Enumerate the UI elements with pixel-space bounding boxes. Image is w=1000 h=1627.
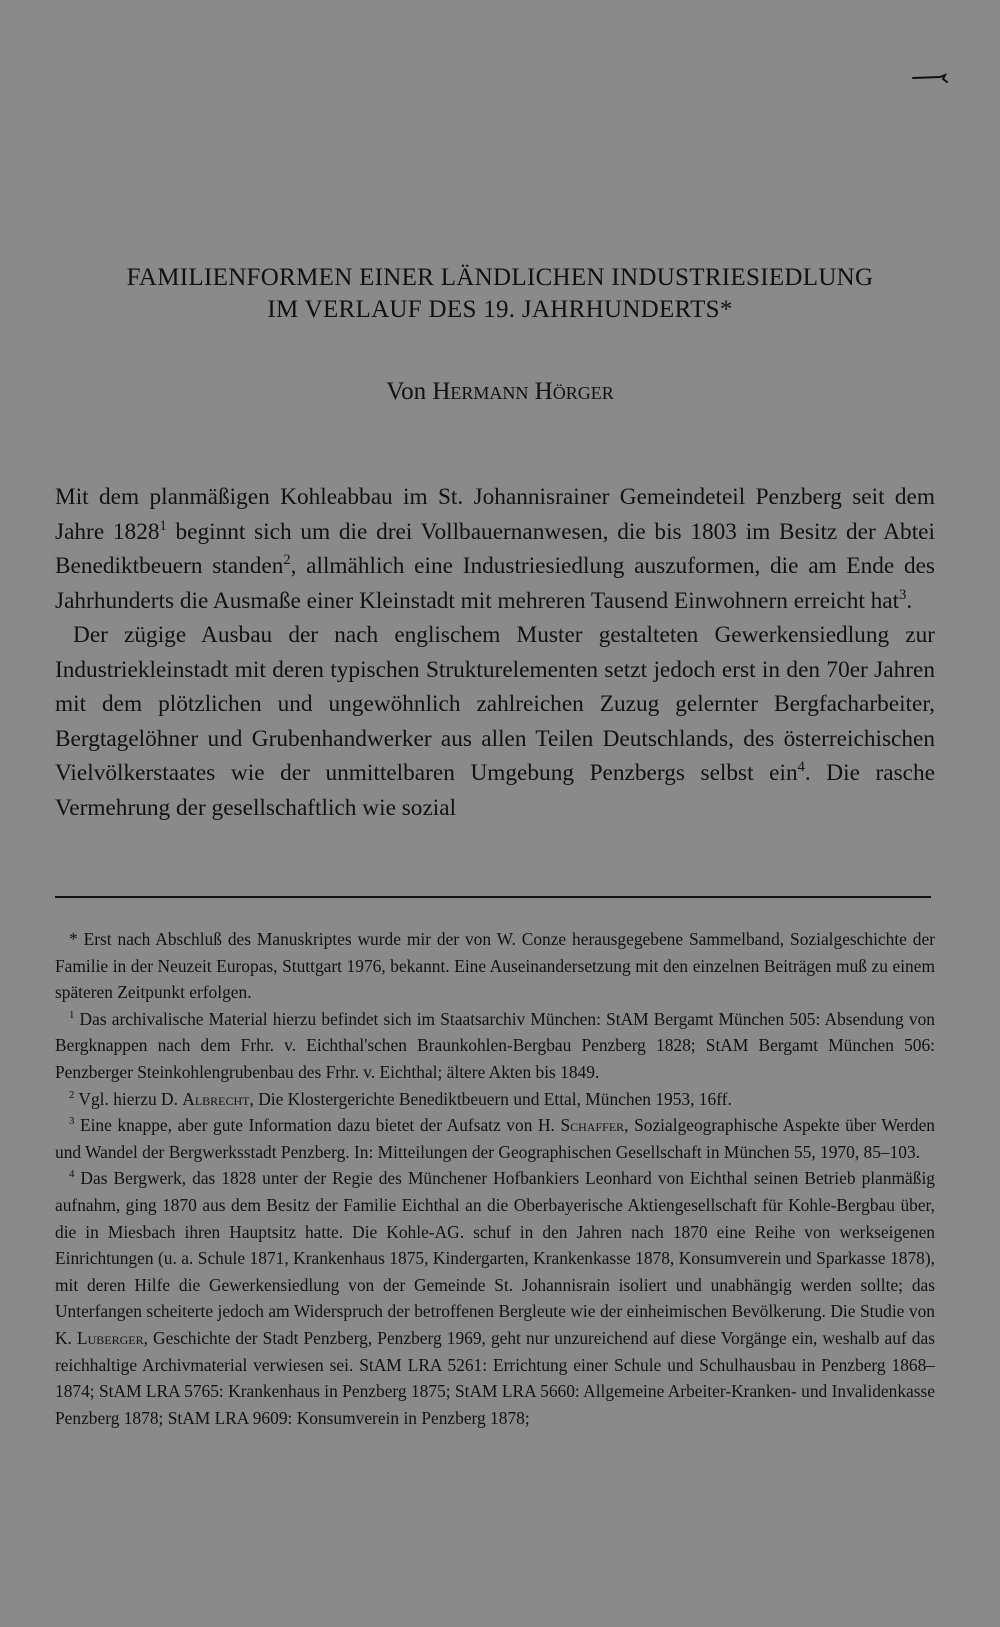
title-line-1: FAMILIENFORMEN EINER LÄNDLICHEN INDUSTRIESIEDLUNG xyxy=(126,264,874,291)
paragraph-2-text-a: Der zügige Ausbau der nach englischem Muster gestalteten Gewerkensiedlung zur Industriekleinstadt mit deren typischen Strukturelementen setzt jedoch erst in den 70er Jahren mit dem plötzlichen und ungewöhnlich zahlreichen Zuzug gelernter Bergfacharbeiter, Bergtagelöhner und Grubenhandwerker aus allen Teilen Deutschlands, des österreichischen Vielvölkerstaates wie der unmittelbaren Umgebung Penzbergs selbst ein xyxy=(55,622,935,786)
paragraph-1-text-b: beginnt sich um die drei Vollbauernanwesen, die bis 1803 im Besitz der Abtei Benediktbeuern standen xyxy=(55,518,935,579)
footnote-2-text-b: , Die Klostergerichte Benediktbeuern und Ettal, München 1953, 16ff. xyxy=(249,1088,732,1109)
paragraph-1-text-d: . xyxy=(906,587,913,614)
footnote-3-author: Schaffer xyxy=(560,1115,625,1136)
footnote-4-text-b: , Geschichte der Stadt Penzberg, Penzberg 1969, geht nur unzureichend auf diese Vorgänge ein, weshalb auf das reichhaltige Archivmaterial verwiesen sei. StAM LRA 5261: Errichtung einer Schule und Schulhausbau in Penzberg 1868–1874; StAM LRA 5765: Krankenhaus in Penzberg 1875; StAM LRA 5660: Allgemeine Arbeiter-Kranken- und Invalidenkasse Penzberg 1878; StAM LRA 9609: Konsumverein in Penzberg 1878; xyxy=(55,1327,935,1428)
footnote-4-text-a: Das Bergwerk, das 1828 unter der Regie des Münchener Hofbankiers Leonhard von Eichthal seinen Betrieb planmäßig aufnahm, ging 1870 aus dem Besitz der Familie Eichthal an die Oberbayerische Aktiengesellschaft für Kohle-Bergbau über, die in Miesbach ihren Hauptsitz hatte. Die Kohle-AG. schuf in den Jahren nach 1870 eine Reihe von werkseigenen Einrichtungen (u. a. Schule 1871, Krankenhaus 1875, Kindergarten, Krankenkasse 1878, Konsumverein und Sparkasse 1878), mit deren Hilfe die Gewerkensiedlung von der Gemeinde St. Johannisrain isoliert und unabhängig werden sollte; das Unterfangen scheiterte jedoch am Widerspruch der betroffenen Bergleute wie der einheimischen Bevölkerung. Die Studie von K. xyxy=(55,1168,935,1348)
title-line-2: IM VERLAUF DES 19. JAHRHUNDERTS* xyxy=(267,296,733,323)
footnote-3 xyxy=(55,1112,935,1165)
footnote-1-text: Das archivalische Material hierzu befindet sich im Staatsarchiv München: StAM Bergamt München 505: Absendung von Bergknappen nach dem Frhr. v. Eichthal'schen Braunkohlen-Bergbau Penzberg 1828; StAM Bergamt München 506: Penzberger Steinkohlengrubenbau des Frhr. v. Eichthal; ältere Akten bis 1849. xyxy=(55,1008,935,1082)
article-title xyxy=(60,262,940,326)
paragraph-2-text-b: . Die rasche Vermehrung der gesellschaftlich wie sozial xyxy=(55,760,936,821)
footnote-ref-3: 3 xyxy=(899,586,907,603)
footnote-4 xyxy=(55,1165,935,1431)
author-prefix: Von xyxy=(386,378,433,405)
footnote-star xyxy=(55,926,935,1006)
footnote-3-text-b: , Sozialgeographische Aspekte über Werden und Wandel der Bergwerksstadt Penzberg. In: Mitteilungen der Geographischen Gesellschaft in München 55, 1970, 85–103. xyxy=(55,1115,935,1162)
paragraph-2 xyxy=(55,618,935,825)
footnote-star-text: Erst nach Abschluß des Manuskriptes wurde mir der von W. Conze herausgegebene Sammelband, Sozialgeschichte der Familie in der Neuzeit Europas, Stuttgart 1976, bekannt. Eine Auseinandersetzung mit den einzelnen Beiträgen muß zu einem späteren Zeitpunkt erfolgen. xyxy=(55,929,935,1003)
footnote-star-mark: * xyxy=(69,929,78,949)
footnote-2-text-a: Vgl. hierzu D. xyxy=(74,1088,183,1109)
paragraph-1-text-c: , allmählich eine Industriesiedlung auszuformen, die am Ende des Jahrhunderts die Ausmaße einer Kleinstadt mit mehreren Tausend Einwohnern erreicht hat xyxy=(55,553,935,614)
footnote-2-author: Albrecht xyxy=(182,1088,250,1109)
footnotes xyxy=(55,926,935,1431)
author-line xyxy=(60,376,940,408)
footnote-3-mark: 3 xyxy=(69,1115,75,1128)
footnote-ref-4: 4 xyxy=(797,759,805,776)
footnote-2-mark: 2 xyxy=(69,1088,75,1101)
footnote-4-mark: 4 xyxy=(69,1168,75,1181)
footnote-3-text-a: Eine knappe, aber gute Information dazu bietet der Aufsatz von H. xyxy=(74,1115,561,1136)
footnote-1 xyxy=(55,1006,935,1086)
author-name: Hermann Hörger xyxy=(432,378,614,405)
body-text xyxy=(55,480,935,825)
pencil-mark-icon xyxy=(912,72,948,84)
footnote-ref-2: 2 xyxy=(283,552,291,569)
footnote-ref-1: 1 xyxy=(159,517,167,534)
footnote-4-author: Luberger xyxy=(76,1327,144,1348)
footnote-divider xyxy=(55,896,931,898)
paragraph-1 xyxy=(55,480,935,618)
footnote-2 xyxy=(55,1086,935,1113)
footnote-1-mark: 1 xyxy=(69,1008,75,1021)
paragraph-1-text-a: Mit dem planmäßigen Kohleabbau im St. Johannisrainer Gemeindeteil Penzberg seit dem Jahre 1828 xyxy=(55,484,935,545)
